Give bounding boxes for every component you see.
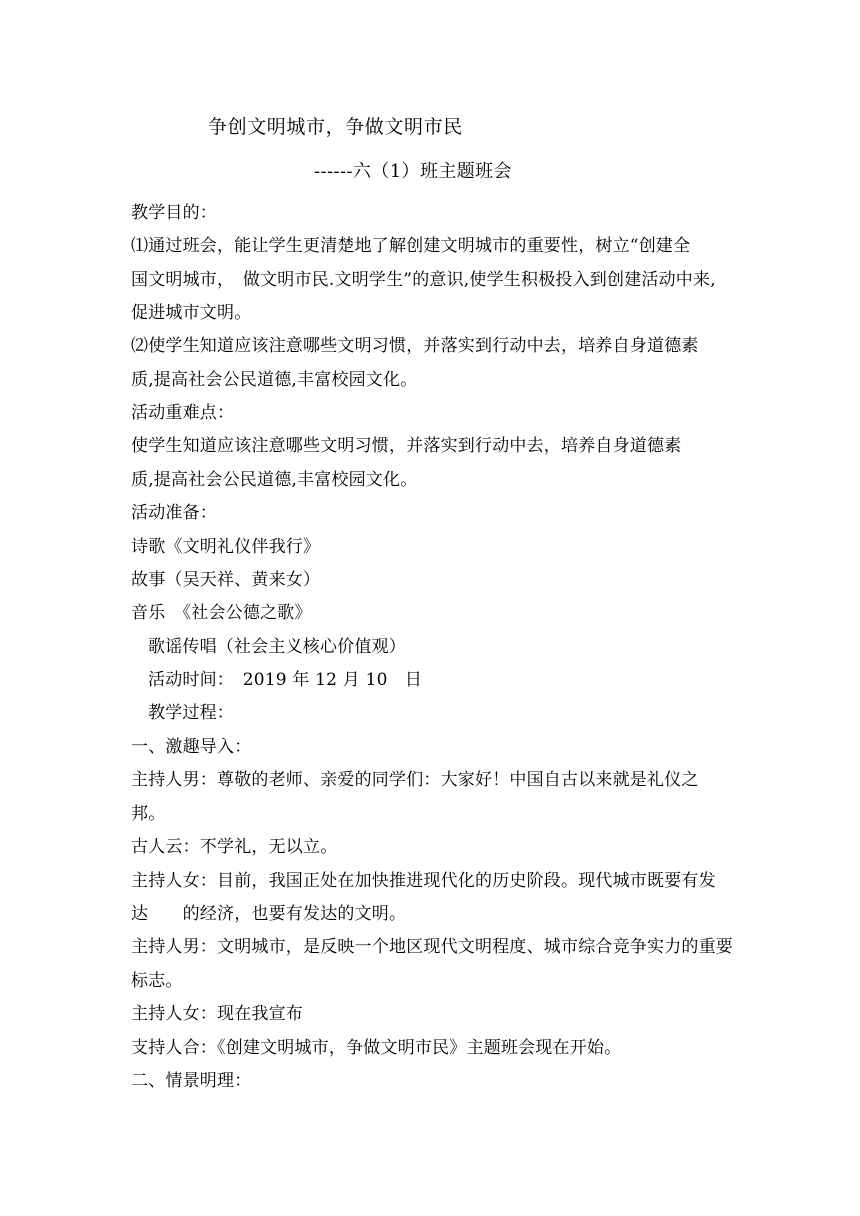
section-heading-key-points: 活动重难点： (131, 403, 235, 423)
paragraph-line: 古人云：不学礼，无以立。 (131, 837, 338, 857)
section-heading-scenario: 二、情景明理： (131, 1071, 252, 1091)
paragraph-line: 主持人女：目前，我国正处在加快推进现代化的历史阶段。现代城市既要有发 (131, 871, 716, 891)
paragraph-line: 国文明城市， 做文明市民.文明学生”的意识,使学生积极投入到创建活动中来, (131, 270, 716, 290)
section-heading-process: 教学过程： (148, 703, 234, 723)
paragraph-line: 主持人男：尊敬的老师、亲爱的同学们：大家好！中国自古以来就是礼仪之 (131, 770, 699, 790)
list-item: 音乐 《社会公德之歌》 (131, 603, 312, 623)
paragraph-line: 使学生知道应该注意哪些文明习惯，并落实到行动中去，培养自身道德素 (131, 436, 682, 456)
paragraph-line: 主持人男：文明城市，是反映一个地区现代文明程度、城市综合竞争实力的重要 (131, 937, 733, 957)
paragraph-line: 支持人合：《创建文明城市，争做文明市民》主题班会现在开始。 (131, 1038, 622, 1058)
paragraph-line: 达 的经济，也要有发达的文明。 (131, 904, 407, 924)
list-item: 故事（吴天祥、黄来女） (131, 570, 321, 590)
paragraph-line: 促进城市文明。 (131, 303, 252, 323)
list-item: 诗歌《文明礼仪伴我行》 (131, 537, 321, 557)
paragraph-line: 质,提高社会公民道德,丰富校园文化。 (131, 470, 418, 490)
paragraph-line: 主持人女：现在我宣布 (131, 1004, 303, 1024)
section-heading-teaching-goals: 教学目的： (131, 203, 217, 223)
paragraph-line: ⑴通过班会，能让学生更清楚地了解创建文明城市的重要性，树立“创建全 (131, 236, 691, 256)
paragraph-line: 邦。 (131, 804, 166, 824)
activity-time: 活动时间： 2019 年 12 月 10 日 (148, 670, 423, 690)
section-heading-intro: 一、激趣导入： (131, 737, 252, 757)
document-title: 争创文明城市，争做文明市民 (208, 116, 463, 138)
paragraph-line: ⑵使学生知道应该注意哪些文明习惯，并落实到行动中去，培养自身道德素 (131, 336, 699, 356)
section-heading-preparation: 活动准备： (131, 503, 217, 523)
paragraph-line: 标志。 (131, 971, 183, 991)
document-subtitle: ------六（1）班主题班会 (314, 161, 512, 182)
list-item: 歌谣传唱（社会主义核心价值观） (148, 637, 406, 657)
paragraph-line: 质,提高社会公民道德,丰富校园文化。 (131, 370, 418, 390)
